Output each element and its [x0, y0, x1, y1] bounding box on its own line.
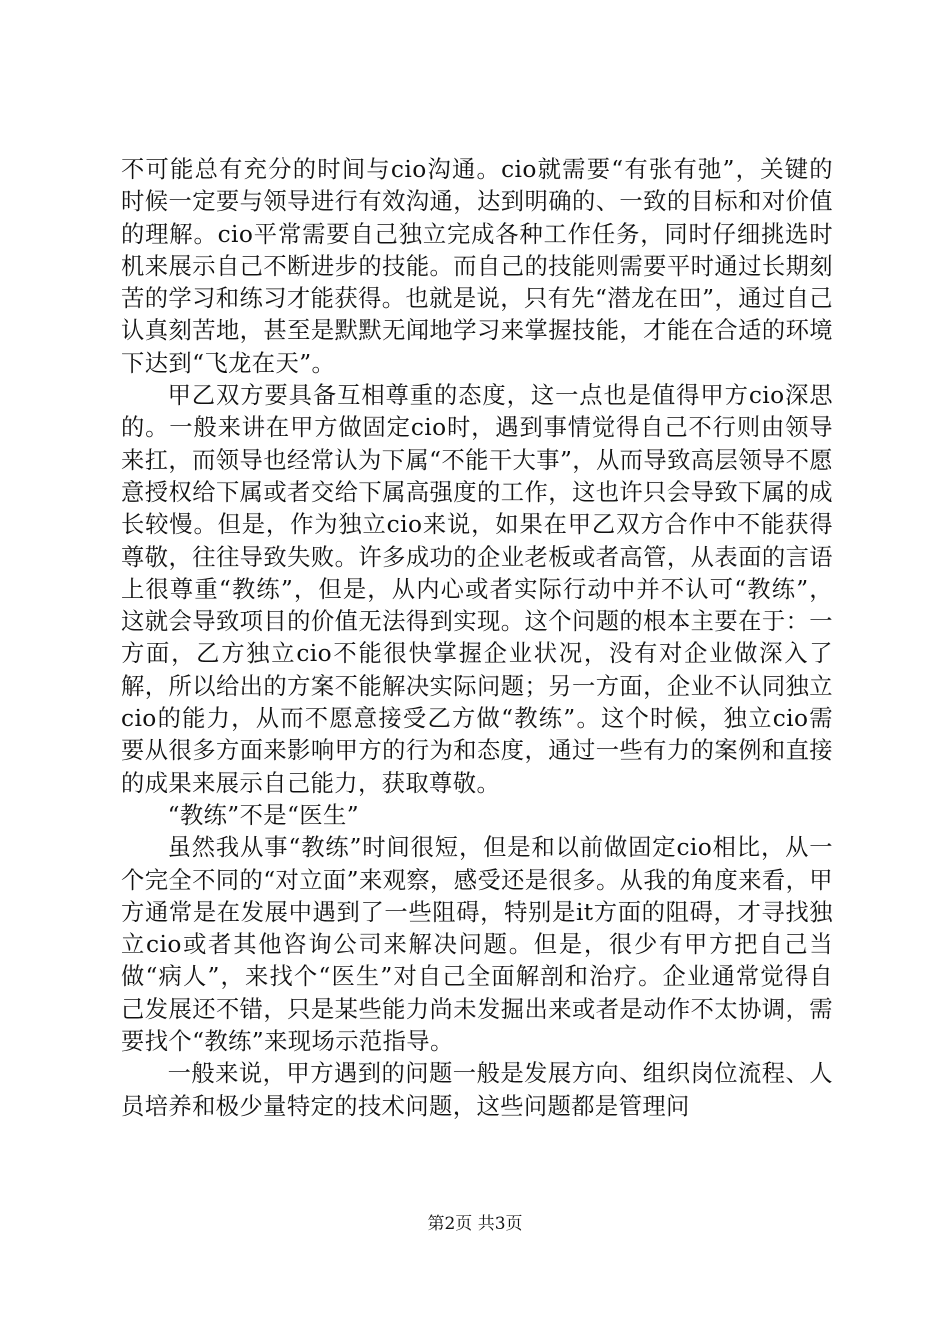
page-number-footer: 第2页 共3页	[427, 1214, 523, 1234]
paragraph-1: 不可能总有充分的时间与cio沟通。cio就需要“有张有弛”，关键的时候一定要与领导进行有效沟通，达到明确的、一致的目标和对价值的理解。cio平常需要自己独立完成各种工作任务，同时仔细挑选时机来展示自己不断进步的技能。而自己的技能则需要平时通过长期刻苦的学习和练习才能获得。也就是说，只有先“潜龙在田”，通过自己认真刻苦地，甚至是默默无闻地学习来掌握技能，才能在合适的环境下达到“飞龙在天”。	[121, 156, 833, 377]
document-body	[121, 154, 833, 1123]
paragraph-4: 一般来说，甲方遇到的问题一般是发展方向、组织岗位流程、人员培养和极少量特定的技术问题，这些问题都是管理问	[121, 1060, 833, 1120]
paragraph-2: 甲乙双方要具备互相尊重的态度，这一点也是值得甲方cio深思的。一般来讲在甲方做固定cio时，遇到事情觉得自己不行则由领导来扛，而领导也经常认为下属“不能干大事”，从而导致高层领导不愿意授权给下属或者交给下属高强度的工作，这也许只会导致下属的成长较慢。但是，作为独立cio来说，如果在甲乙双方合作中不能获得尊敬，往往导致失败。许多成功的企业老板或者高管，从表面的言语上很尊重“教练”，但是，从内心或者实际行动中并不认可“教练”，这就会导致项目的价值无法得到实现。这个问题的根本主要在于：一方面，乙方独立cio不能很快掌握企业状况，没有对企业做深入了解，所以给出的方案不能解决实际问题；另一方面，企业不认同独立cio的能力，从而不愿意接受乙方做“教练”。这个时候，独立cio需要从很多方面来影响甲方的行为和态度，通过一些有力的案例和直接的成果来展示自己能力，获取尊敬。	[121, 382, 833, 797]
paragraph-3: 虽然我从事“教练”时间很短，但是和以前做固定cio相比，从一个完全不同的“对立面”来观察，感受还是很多。从我的角度来看，甲方通常是在发展中遇到了一些阻碍，特别是it方面的阻碍，才寻找独立cio或者其他咨询公司来解决问题。但是，很少有甲方把自己当做“病人”，来找个“医生”对自己全面解剖和治疗。企业通常觉得自己发展还不错，只是某些能力尚未发掘出来或者是动作不太协调，需要找个“教练”来现场示范指导。	[121, 834, 833, 1056]
section-heading: “教练”不是“医生”	[167, 801, 360, 829]
